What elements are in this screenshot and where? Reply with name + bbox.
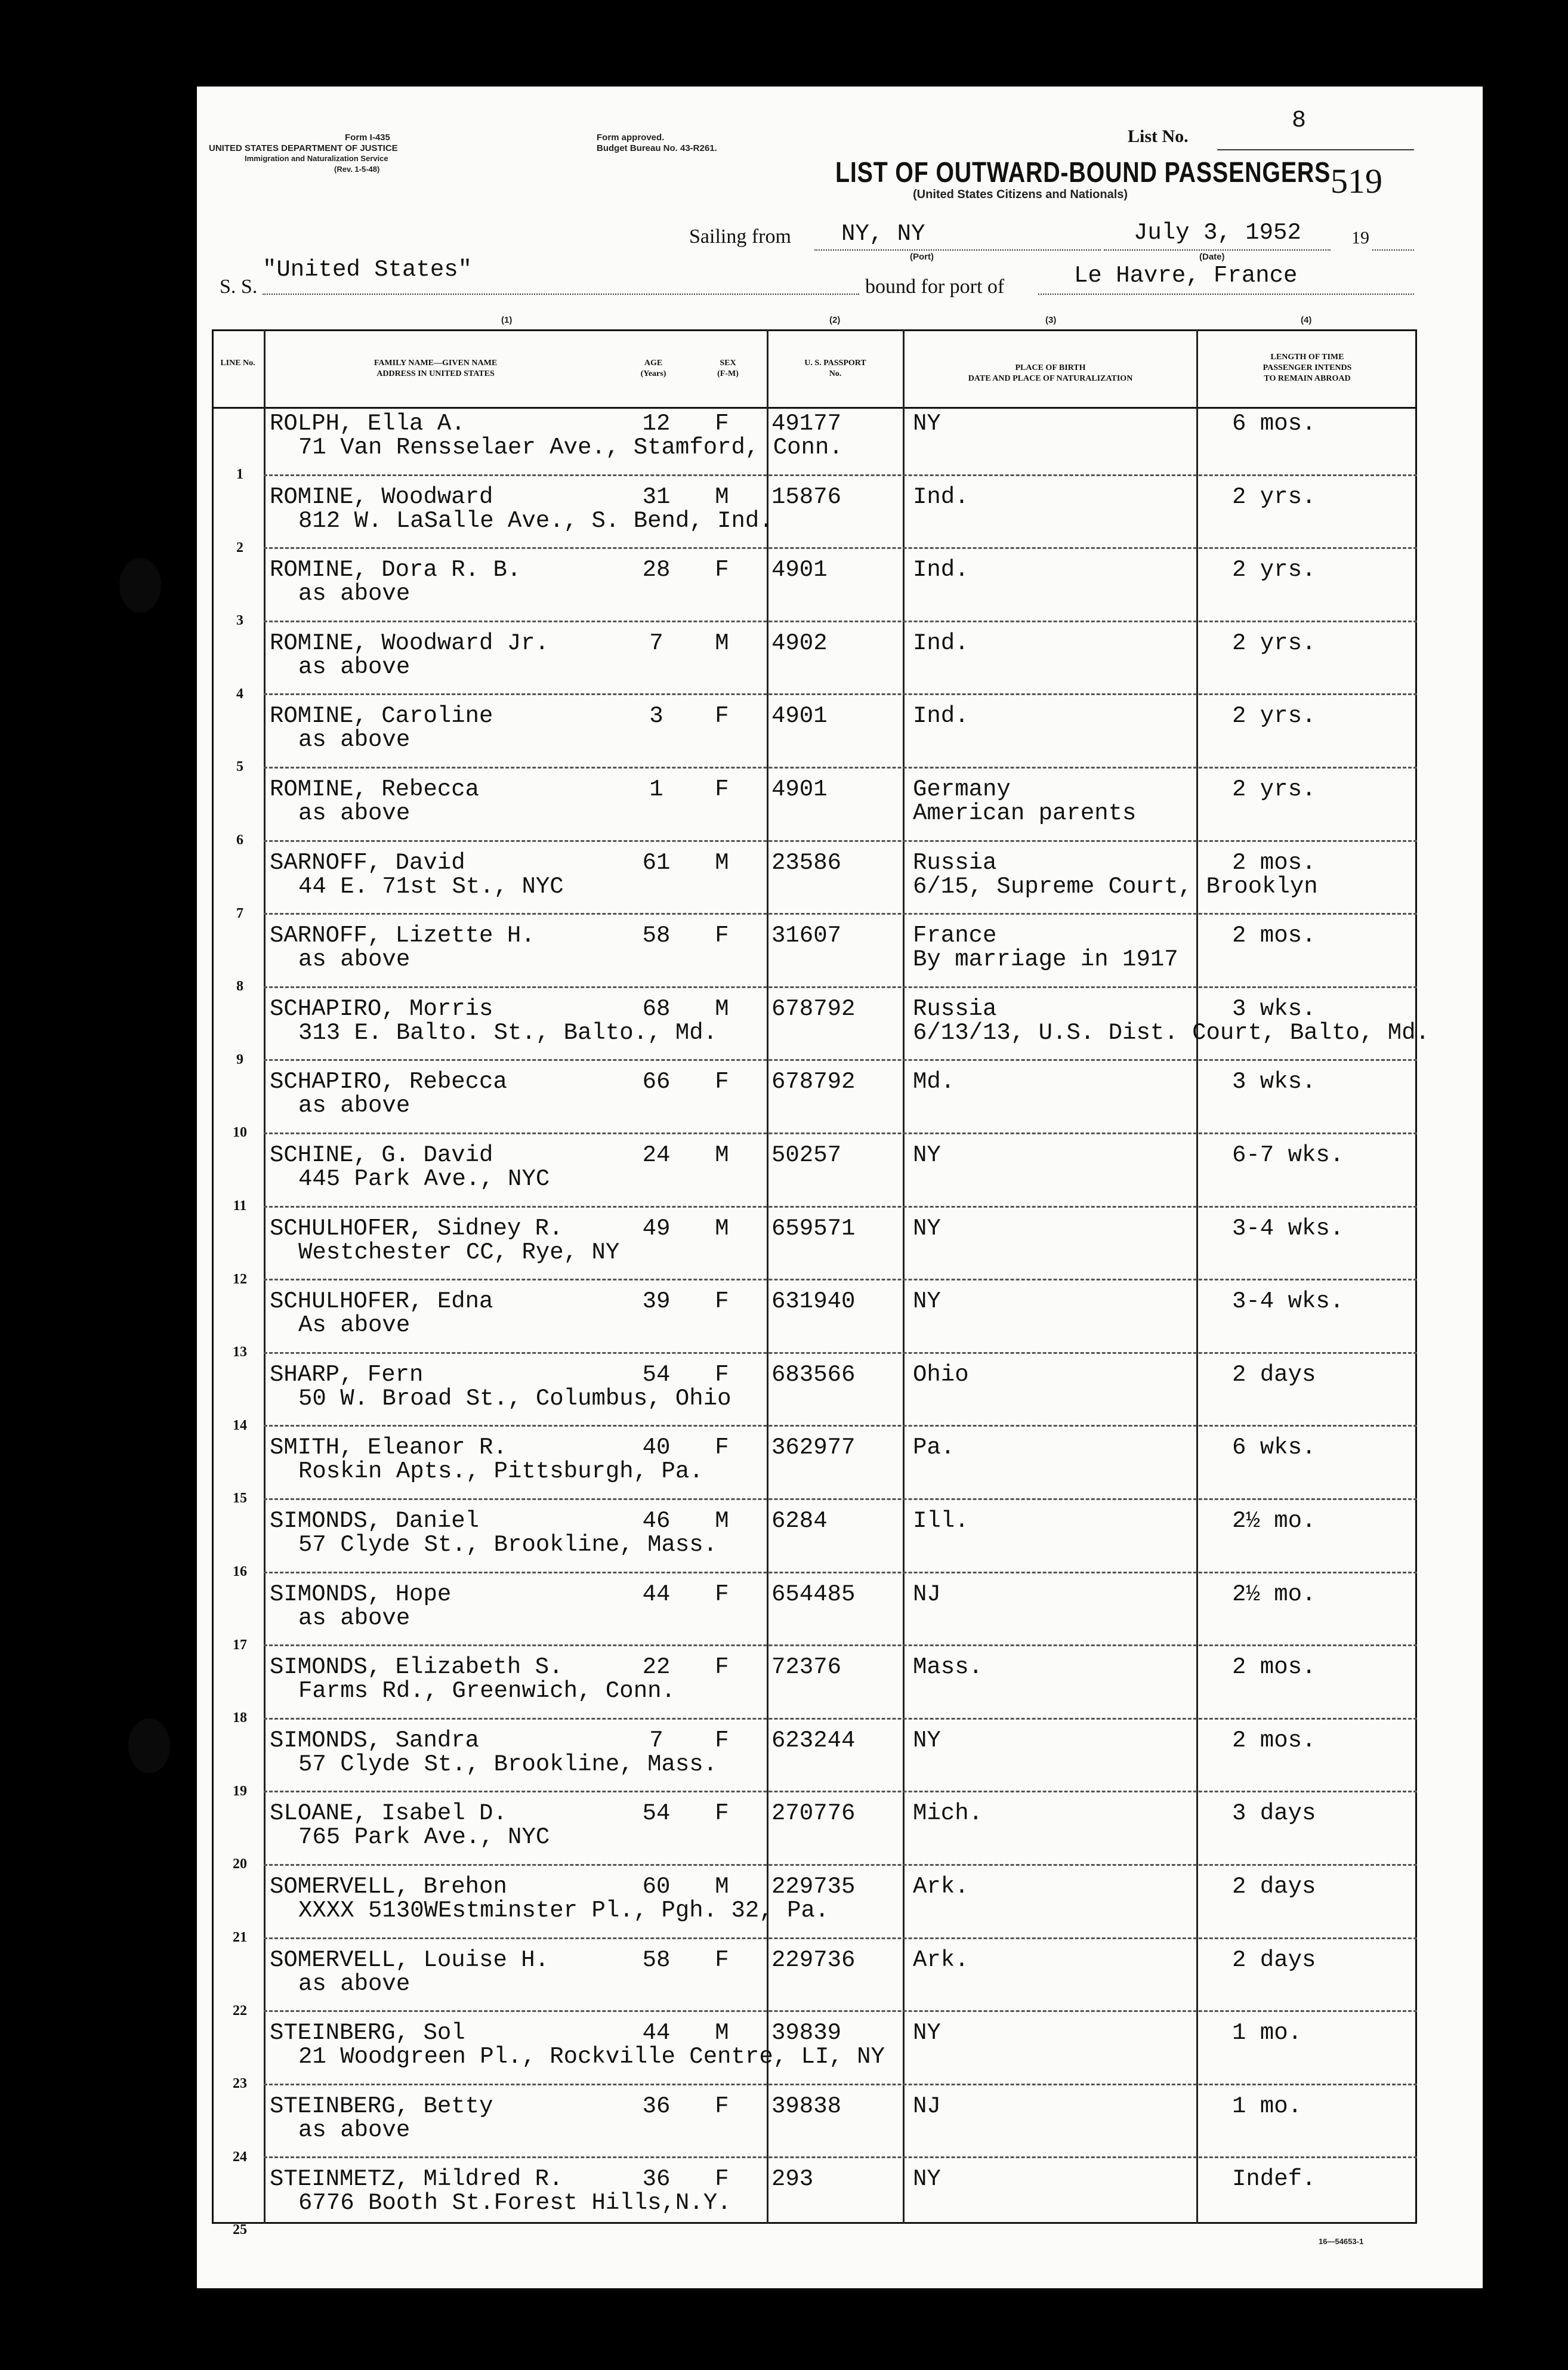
passenger-name: ROLPH, Ella A. — [270, 411, 465, 437]
passenger-address: 6776 Booth St.Forest Hills,N.Y. — [298, 2190, 731, 2217]
passenger-age: 49 — [642, 1215, 671, 1242]
passenger-sex: F — [715, 2166, 729, 2193]
time-abroad: 2 yrs. — [1232, 776, 1316, 803]
passenger-sex: F — [715, 2093, 729, 2119]
passport-number: 4902 — [771, 629, 828, 656]
row-divider — [264, 1132, 1417, 1134]
passenger-address: 765 Park Ave., NYC — [298, 1824, 550, 1851]
table-header-rule — [212, 407, 1417, 409]
place-of-birth: NY — [913, 2020, 941, 2047]
time-abroad: 2 mos. — [1232, 1654, 1316, 1681]
line-number: 18 — [233, 1710, 247, 1726]
passenger-name: SIMONDS, Elizabeth S. — [270, 1654, 563, 1681]
line-number: 21 — [233, 1930, 247, 1945]
passenger-name: SMITH, Eleanor R. — [270, 1434, 507, 1461]
place-of-birth: Russia — [913, 995, 997, 1022]
line-number: 17 — [233, 1637, 247, 1653]
passenger-age: 44 — [642, 2020, 671, 2047]
passenger-name: SCHINE, G. David — [270, 1142, 493, 1168]
header-length: TO REMAIN ABROAD — [1264, 374, 1351, 383]
row-divider — [264, 1791, 1417, 1792]
place-of-birth: NY — [913, 1215, 941, 1242]
passenger-name: SARNOFF, David — [270, 849, 465, 876]
bound-for-label: bound for port of — [865, 276, 1005, 298]
destination-port: Le Havre, France — [1074, 263, 1298, 289]
line-number: 7 — [236, 905, 243, 921]
passport-number: 229736 — [771, 1946, 856, 1973]
passenger-address: 445 Park Ave., NYC — [298, 1166, 550, 1192]
passenger-name: ROMINE, Woodward Jr. — [270, 629, 550, 656]
passenger-address: Roskin Apts., Pittsburgh, Pa. — [298, 1458, 703, 1485]
stamped-number: 519 — [1331, 162, 1382, 200]
date-caption: (Date) — [1199, 252, 1225, 262]
passenger-address: as above — [298, 581, 410, 607]
time-abroad: 2½ mo. — [1232, 1508, 1316, 1534]
line-number: 14 — [233, 1417, 247, 1433]
passenger-age: 24 — [642, 1142, 671, 1168]
passenger-sex: F — [715, 411, 729, 437]
naturalization-details: American parents — [913, 800, 1137, 826]
passenger-age: 40 — [642, 1434, 671, 1461]
passport-number: 39839 — [771, 2020, 842, 2047]
place-of-birth: Russia — [913, 849, 997, 876]
list-number: 8 — [1292, 107, 1307, 134]
line-number: 1 — [236, 467, 243, 482]
passenger-name: ROMINE, Woodward — [270, 483, 493, 510]
sailing-date: July 3, 1952 — [1134, 220, 1301, 246]
header-sex: SEX — [720, 359, 736, 368]
port-value: NY, NY — [841, 221, 925, 247]
header-length: LENGTH OF TIME — [1270, 353, 1344, 362]
place-of-birth: Md. — [913, 1069, 955, 1095]
passenger-age: 28 — [642, 557, 671, 584]
time-abroad: Indef. — [1232, 2166, 1316, 2193]
passenger-age: 61 — [642, 849, 671, 876]
passenger-sex: M — [715, 1142, 729, 1168]
header-passport-no: No. — [829, 369, 842, 378]
ship-name: "United States" — [263, 257, 473, 283]
line-number: 9 — [236, 1051, 243, 1067]
time-abroad: 2 days — [1232, 1946, 1316, 1973]
passenger-sex: M — [715, 849, 729, 876]
row-divider — [264, 693, 1417, 695]
passenger-name: ROMINE, Caroline — [270, 703, 493, 730]
line-number: 11 — [233, 1198, 247, 1214]
year-underline — [1372, 249, 1414, 251]
passenger-age: 1 — [649, 776, 663, 803]
column-rule — [1196, 329, 1198, 2224]
passenger-name: SCHULHOFER, Edna — [270, 1288, 493, 1315]
passenger-name: STEINBERG, Sol — [270, 2020, 465, 2047]
row-divider — [264, 1644, 1417, 1646]
passenger-sex: M — [715, 1874, 729, 1900]
row-divider — [264, 986, 1417, 988]
passenger-address: 57 Clyde St., Brookline, Mass. — [298, 1751, 718, 1778]
place-of-birth: NY — [913, 2166, 941, 2193]
place-of-birth: NJ — [913, 2093, 941, 2119]
time-abroad: 3-4 wks. — [1232, 1288, 1344, 1315]
naturalization-details: 6/13/13, U.S. Dist. Court, Balto, Md. — [913, 1019, 1430, 1046]
time-abroad: 2 mos. — [1232, 849, 1316, 876]
passenger-age: 36 — [642, 2166, 671, 2193]
column-number: (1) — [501, 315, 513, 325]
destination-underline — [1038, 294, 1414, 295]
passport-number: 270776 — [771, 1800, 856, 1827]
header-length: PASSENGER INTENDS — [1263, 363, 1352, 372]
passenger-age: 3 — [649, 703, 663, 730]
passenger-name: SIMONDS, Sandra — [270, 1727, 480, 1754]
row-divider — [264, 840, 1417, 842]
column-rule — [903, 329, 905, 2224]
place-of-birth: Ind. — [913, 557, 969, 584]
place-of-birth: Ind. — [913, 703, 969, 730]
passport-number: 6284 — [771, 1508, 828, 1534]
passenger-address: as above — [298, 1604, 410, 1631]
place-of-birth: Ark. — [913, 1874, 969, 1900]
time-abroad: 2 yrs. — [1232, 703, 1316, 730]
time-abroad: 3-4 wks. — [1232, 1215, 1344, 1242]
form-approval: Form approved. — [597, 132, 665, 143]
passenger-age: 7 — [649, 629, 663, 656]
agency-name: UNITED STATES DEPARTMENT OF JUSTICE — [209, 143, 398, 153]
passenger-age: 46 — [642, 1508, 671, 1534]
passport-number: 229735 — [771, 1874, 856, 1900]
passenger-name: ROMINE, Dora R. B. — [270, 557, 521, 584]
passenger-sex: F — [715, 1361, 729, 1388]
row-divider — [264, 1206, 1417, 1208]
time-abroad: 6 mos. — [1232, 411, 1316, 437]
header-age-units: (Years) — [640, 369, 666, 378]
passport-number: 4901 — [771, 703, 828, 730]
time-abroad: 2 days — [1232, 1361, 1316, 1388]
line-number: 19 — [233, 1783, 247, 1799]
passenger-name: SIMONDS, Hope — [270, 1581, 452, 1607]
line-number: 20 — [233, 1856, 247, 1872]
row-divider — [264, 474, 1417, 476]
line-number: 10 — [233, 1125, 247, 1141]
header-passport: U. S. PASSPORT — [804, 359, 866, 368]
sailing-from-label: Sailing from — [689, 226, 791, 248]
passenger-name: SCHAPIRO, Morris — [270, 995, 493, 1022]
row-divider — [264, 1059, 1417, 1061]
agency-service: Immigration and Naturalization Service — [245, 154, 388, 163]
passenger-age: 44 — [642, 1581, 671, 1607]
passenger-name: SARNOFF, Lizette H. — [270, 922, 535, 949]
passenger-sex: M — [715, 629, 729, 656]
line-number: 16 — [233, 1564, 247, 1579]
passenger-address: as above — [298, 653, 410, 680]
passport-number: 49177 — [771, 411, 842, 437]
passenger-address: as above — [298, 2116, 410, 2143]
passenger-age: 68 — [642, 995, 671, 1022]
place-of-birth: NY — [913, 1727, 941, 1754]
year-prefix: 19 — [1351, 228, 1369, 248]
passenger-address: as above — [298, 727, 410, 754]
row-divider — [264, 767, 1417, 769]
passenger-age: 58 — [642, 1946, 671, 1973]
line-number: 2 — [236, 539, 243, 556]
passenger-sex: F — [715, 776, 729, 803]
time-abroad: 2 days — [1232, 1874, 1316, 1900]
column-rule — [767, 329, 768, 2224]
line-number: 15 — [233, 1490, 247, 1507]
header-name: FAMILY NAME—GIVEN NAME — [374, 359, 498, 368]
line-number: 25 — [233, 2222, 247, 2238]
place-of-birth: NJ — [913, 1581, 941, 1607]
passenger-name: STEINBERG, Betty — [270, 2093, 493, 2119]
passport-number: 4901 — [771, 776, 828, 803]
passenger-name: SOMERVELL, Louise H. — [270, 1946, 550, 1973]
ss-label: S. S. — [220, 276, 258, 298]
passenger-name: SCHAPIRO, Rebecca — [270, 1069, 507, 1095]
passenger-address: 50 W. Broad St., Columbus, Ohio — [298, 1385, 731, 1412]
place-of-birth: Ohio — [913, 1361, 969, 1388]
passenger-sex: F — [715, 1654, 729, 1681]
column-number: (4) — [1301, 315, 1312, 325]
header-age: AGE — [644, 359, 663, 368]
punch-hole — [128, 1718, 170, 1773]
line-number: 3 — [236, 613, 243, 629]
passport-number: 623244 — [771, 1727, 856, 1754]
passenger-address: Westchester CC, Rye, NY — [298, 1239, 620, 1266]
passenger-age: 54 — [642, 1361, 671, 1388]
passenger-address: as above — [298, 1093, 410, 1119]
passenger-name: SHARP, Fern — [270, 1361, 424, 1388]
passenger-address: 21 Woodgreen Pl., Rockville Centre, LI, NY — [298, 2044, 885, 2070]
place-of-birth: France — [913, 922, 997, 949]
passport-number: 50257 — [771, 1142, 842, 1168]
place-of-birth: Ark. — [913, 1946, 969, 1973]
footer-code: 16—54653-1 — [1319, 2237, 1364, 2246]
passenger-address: 71 Van Rensselaer Ave., Stamford, Conn. — [298, 434, 843, 461]
passenger-age: 66 — [642, 1069, 671, 1095]
column-number: (2) — [829, 315, 841, 325]
passenger-sex: F — [715, 1288, 729, 1315]
passenger-age: 60 — [642, 1874, 671, 1900]
line-number: 22 — [233, 2002, 247, 2019]
passport-number: 683566 — [771, 1361, 856, 1388]
time-abroad: 2 mos. — [1232, 1727, 1316, 1754]
passenger-age: 31 — [642, 483, 671, 510]
passenger-address: XXXX 5130WEstminster Pl., Pgh. 32, Pa. — [298, 1897, 829, 1924]
passenger-address: as above — [298, 800, 410, 826]
passenger-sex: F — [715, 703, 729, 730]
place-of-birth: Ind. — [913, 629, 969, 656]
place-of-birth: Mass. — [913, 1654, 983, 1681]
passenger-age: 39 — [642, 1288, 671, 1315]
passenger-address: 313 E. Balto. St., Balto., Md. — [298, 1019, 718, 1046]
row-divider — [264, 547, 1417, 549]
time-abroad: 6 wks. — [1232, 1434, 1316, 1461]
row-divider — [264, 621, 1417, 622]
passport-number: 72376 — [771, 1654, 842, 1681]
passenger-sex: M — [715, 1508, 729, 1534]
place-of-birth: Germany — [913, 776, 1011, 803]
row-divider — [264, 1572, 1417, 1573]
passenger-address: As above — [298, 1312, 410, 1339]
time-abroad: 2 yrs. — [1232, 557, 1316, 584]
line-number: 6 — [236, 832, 243, 848]
passenger-sex: F — [715, 1069, 729, 1095]
passport-number: 31607 — [771, 922, 842, 949]
row-divider — [264, 2156, 1417, 2158]
row-divider — [264, 1864, 1417, 1866]
line-number: 5 — [236, 759, 243, 775]
passenger-sex: F — [715, 1581, 729, 1607]
passenger-sex: F — [715, 1434, 729, 1461]
passenger-table — [212, 329, 1417, 2224]
passenger-age: 36 — [642, 2093, 671, 2119]
place-of-birth: Ind. — [913, 483, 969, 510]
port-caption: (Port) — [910, 252, 934, 262]
passenger-address: 812 W. LaSalle Ave., S. Bend, Ind. — [298, 507, 773, 534]
passenger-sex: F — [715, 1800, 729, 1827]
line-number: 23 — [233, 2076, 247, 2092]
passport-number: 15876 — [771, 483, 842, 510]
place-of-birth: Pa. — [913, 1434, 955, 1461]
passenger-age: 7 — [649, 1727, 663, 1754]
list-no-underline — [1217, 149, 1414, 150]
passport-number: 39838 — [771, 2093, 842, 2119]
time-abroad: 3 wks. — [1232, 1069, 1316, 1095]
passenger-address: 44 E. 71st St., NYC — [298, 873, 564, 900]
time-abroad: 2 mos. — [1232, 922, 1316, 949]
passenger-address: as above — [298, 1970, 410, 1997]
list-no-label: List No. — [1128, 126, 1189, 146]
header-sex-units: (F-M) — [717, 369, 739, 378]
passport-number: 631940 — [771, 1288, 856, 1315]
document-title: LIST OF OUTWARD-BOUND PASSENGERS — [835, 157, 1331, 189]
document-subtitle: (United States Citizens and Nationals) — [913, 188, 1128, 201]
passenger-name: SIMONDS, Daniel — [270, 1508, 480, 1534]
passenger-sex: F — [715, 557, 729, 584]
row-divider — [264, 2084, 1417, 2085]
passenger-age: 22 — [642, 1654, 671, 1681]
budget-bureau-number: Budget Bureau No. 43-R261. — [597, 143, 717, 153]
time-abroad: 2 yrs. — [1232, 629, 1316, 656]
line-number: 13 — [233, 1344, 247, 1360]
row-divider — [264, 1425, 1417, 1427]
time-abroad: 2½ mo. — [1232, 1581, 1316, 1607]
passport-number: 659571 — [771, 1215, 856, 1242]
line-number: 4 — [236, 686, 243, 702]
column-number: (3) — [1045, 315, 1057, 325]
time-abroad: 1 mo. — [1232, 2020, 1302, 2047]
passenger-name: SLOANE, Isabel D. — [270, 1800, 507, 1827]
place-of-birth: NY — [913, 1142, 941, 1168]
place-of-birth: Mich. — [913, 1800, 983, 1827]
line-number: 12 — [233, 1271, 247, 1287]
passport-number: 4901 — [771, 557, 828, 584]
form-revision: (Rev. 1-5-48) — [334, 165, 380, 174]
row-divider — [264, 1279, 1417, 1280]
ship-underline — [263, 294, 859, 295]
passenger-sex: M — [715, 483, 729, 510]
header-line-no: LINE No. — [220, 359, 255, 368]
passenger-name: STEINMETZ, Mildred R. — [270, 2166, 563, 2193]
passport-number: 362977 — [771, 1434, 856, 1461]
passenger-sex: F — [715, 922, 729, 949]
time-abroad: 1 mo. — [1232, 2093, 1302, 2119]
date-underline — [1104, 249, 1331, 251]
passport-number: 678792 — [771, 1069, 856, 1095]
form-number: Form I-435 — [345, 132, 390, 143]
place-of-birth: Ill. — [913, 1508, 969, 1534]
place-of-birth: NY — [913, 1288, 941, 1315]
passport-number: 23586 — [771, 849, 842, 876]
passenger-sex: F — [715, 1727, 729, 1754]
passport-number: 654485 — [771, 1581, 856, 1607]
passenger-age: 58 — [642, 922, 671, 949]
passenger-name: SCHULHOFER, Sidney R. — [270, 1215, 563, 1242]
passenger-sex: M — [715, 995, 729, 1022]
passenger-address: 57 Clyde St., Brookline, Mass. — [298, 1532, 718, 1558]
place-of-birth: NY — [913, 411, 941, 437]
passport-number: 678792 — [771, 995, 856, 1022]
passenger-sex: F — [715, 1946, 729, 1973]
passenger-sex: M — [715, 2020, 729, 2047]
passenger-address: Farms Rd., Greenwich, Conn. — [298, 1678, 675, 1705]
passenger-sex: M — [715, 1215, 729, 1242]
row-divider — [264, 2010, 1417, 2012]
row-divider — [264, 1937, 1417, 1939]
line-number: 24 — [233, 2149, 247, 2165]
header-naturalization: DATE AND PLACE OF NATURALIZATION — [968, 374, 1133, 383]
passenger-name: ROMINE, Rebecca — [270, 776, 480, 803]
passenger-age: 12 — [642, 411, 671, 437]
naturalization-details: 6/15, Supreme Court, Brooklyn — [913, 873, 1318, 900]
passport-number: 293 — [771, 2166, 814, 2193]
time-abroad: 2 yrs. — [1232, 483, 1316, 510]
row-divider — [264, 1718, 1417, 1720]
port-underline — [814, 249, 1101, 251]
row-divider — [264, 1498, 1417, 1500]
time-abroad: 3 wks. — [1232, 995, 1316, 1022]
time-abroad: 3 days — [1232, 1800, 1316, 1827]
passenger-address: as above — [298, 946, 410, 973]
naturalization-details: By marriage in 1917 — [913, 946, 1178, 973]
passenger-name: SOMERVELL, Brehon — [270, 1874, 507, 1900]
header-address: ADDRESS IN UNITED STATES — [376, 369, 495, 378]
row-divider — [264, 1352, 1417, 1354]
row-divider — [264, 913, 1417, 915]
header-birth: PLACE OF BIRTH — [1015, 363, 1086, 372]
column-rule — [264, 329, 266, 2224]
punch-hole — [119, 558, 161, 613]
passenger-age: 54 — [642, 1800, 671, 1827]
line-number: 8 — [236, 979, 243, 995]
time-abroad: 6-7 wks. — [1232, 1142, 1344, 1168]
